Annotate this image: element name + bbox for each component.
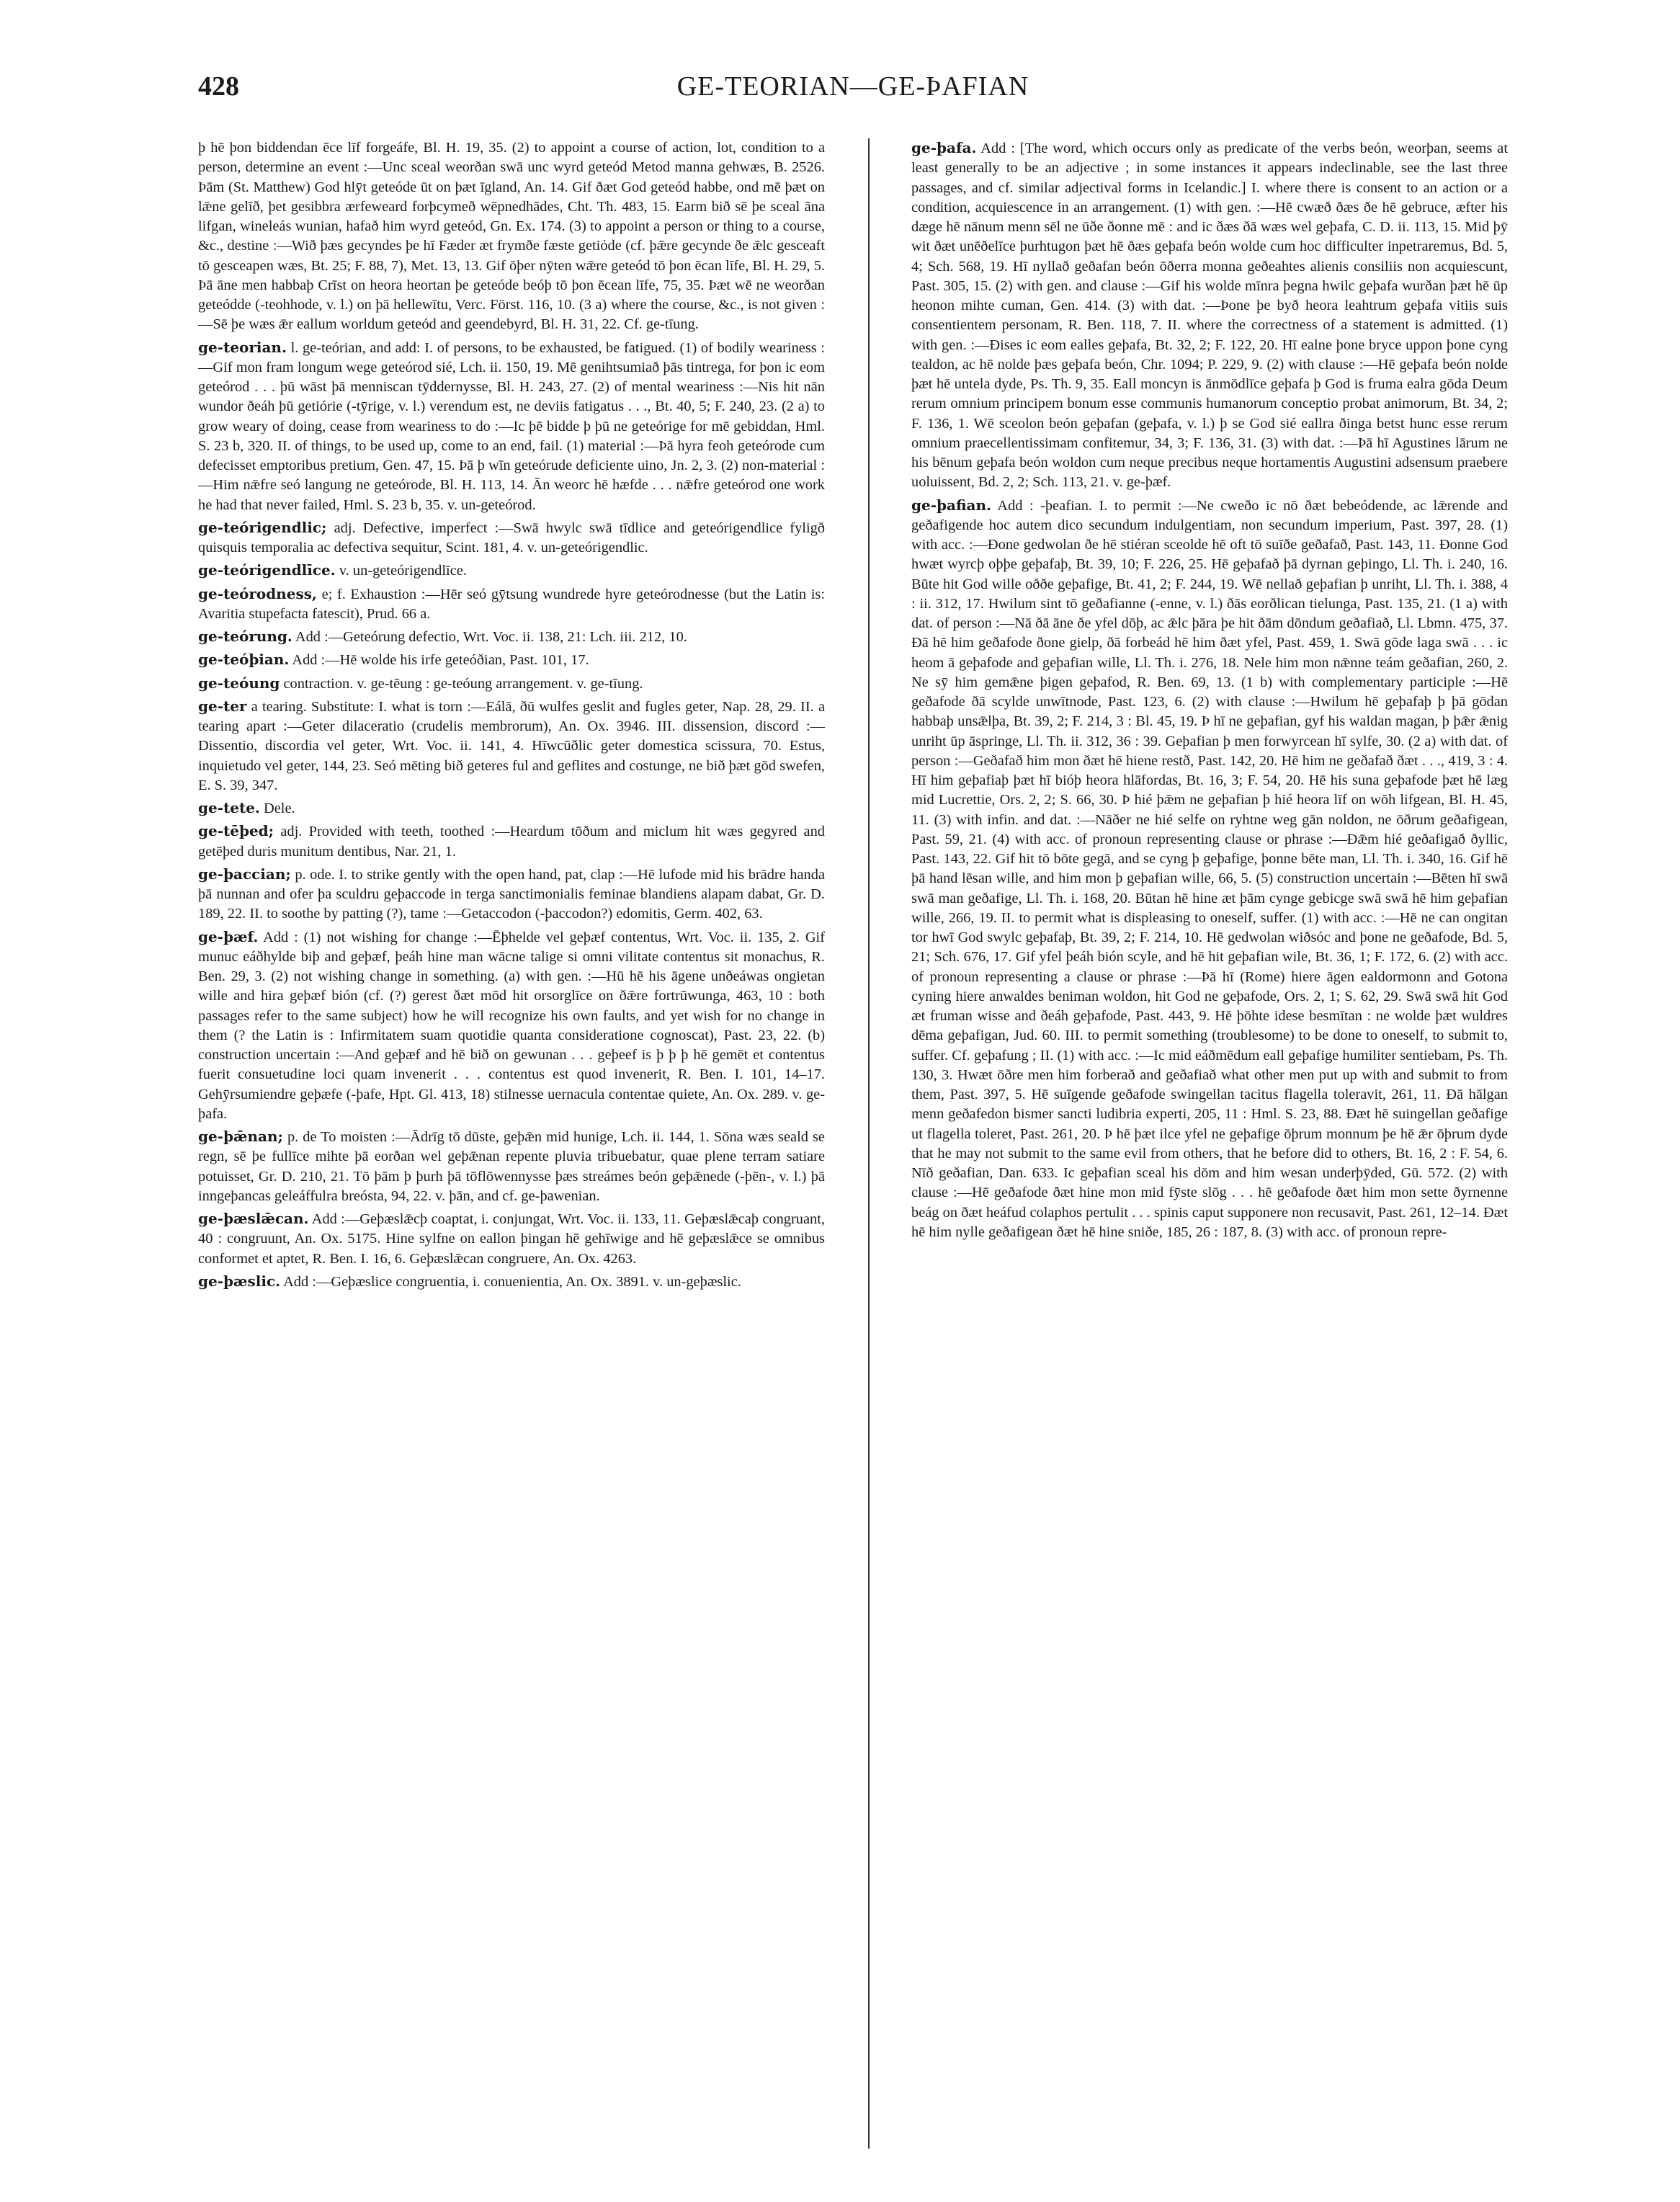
entry-headword: ge-teóþian. [198,651,290,669]
entry-headword: ge-teorian. [198,338,287,356]
running-head: GE-TEORIAN—GE-ÞAFIAN [676,71,1029,102]
entry-headword: ge-þafa. [911,139,977,156]
dictionary-entry [198,927,825,1125]
entry-text: Add :—Hē wolde his irfe geteóðian, Past. 101, 17. [292,652,589,669]
entry-headword: ge-ter [198,697,247,715]
entry-headword: ge-tēþed; [198,822,274,840]
left-column [198,138,825,2149]
entry-headword: ge-þæf. [198,927,259,945]
entry-text: contraction. v. ge-tēung : ge-teóung arrangement. v. ge-tīung. [283,675,643,692]
entry-headword: ge-þǣnan; [198,1128,283,1145]
entry-headword: ge-teóung [198,674,280,692]
dictionary-entry [198,561,825,581]
dictionary-entry [198,798,825,819]
right-column [911,138,1508,2149]
entry-headword: ge-teórigendlīce. [198,561,336,579]
entry-text: p. ode. I. to strike gently with the open hand, pat, clap :—Hē lufode mid his brādre handa þā nunnan and ofer þa sculdru geþaccode in terga sanctimonialis feminae blandiens alapam dabat, Gr. D. 189, 22. II. to soothe by patting (?), tame :—Getaccodon (-þaccodon?) edomitis, Germ. 402, 63. [198,866,825,922]
dictionary-entry [198,865,825,924]
dictionary-entry [198,697,825,795]
entry-text: þ hē þon biddendan ēce līf forgeáfe, Bl. H. 19, 35. (2) to appoint a course of action, lot, condition to a person, determine an event :—Unc sceal weorðan swā unc wyrd geteód Metod manna gehwæs, B. 2526. Þām (St. Matthew) God hlȳt geteóde ūt on þæt īgland, An. 14. Gif ðæt God geteód habbe, ond mē þæt on lǣne gelīð, þet gesibbra ærfeweard forþcymeð wēpnedhādes, Cht. Th. 483, 15. Earm bið sē þe sceal āna lifgan, wineleás wunian, hafað him wyrd geteód, Gn. Ex. 174. (3) to appoint a person or thing to a course, &c., destine :—Wið þæs gecyndes þe hī Fæder æt frymðe fæste getiόde (cf. þǣre gecynde ðe ǣlc gesceaft tō gesceapen wæs, Bt. 25; F. 88, 7), Met. 13, 13. Gif ōþer nȳten wǣre geteód tō þon ēcan līfe, Bl. H. 29, 5. Þā āne men habbaþ Crīst on heora heortan þe geteóde beóþ tō þon ēcean līfe, 75, 35. Þæt wē ne weorðan geteódde (-teohhode, v. l.) on þā hellewītu, Verc. Först. 116, 10. (3 a) where the course, &c., is not given :—Sē þe wæs ǣr eallum worldum geteód and geendebyrd, Bl. H. 31, 22. Cf. ge-tīung. [198,140,825,333]
entry-text: Add :—Geþæslǣcþ coaptat, i. conjungat, Wrt. Voc. ii. 133, 11. Geþæslǣcaþ congruant, 40 : congruunt, An. Ox. 5175. Hine sylfne on eallon þingan hē gehīwige and hē geþæslǣce se omnibus conformet et aptet, R. Ben. I. 16, 6. Geþæslǣcan congruere, An. Ox. 4263. [198,1211,825,1267]
dictionary-entry [198,518,825,558]
entry-headword: ge-tete. [198,799,260,816]
dictionary-entry [198,821,825,862]
entry-text: a tearing. Substitute: I. what is torn :—Eálā, ðū wulfes geslit and fugles geter, Nap. 28, 29. II. a tearing apart :—Geter dilaceratio (crudelis membrorum), An. Ox. 3946. III. dissension, discord :—Dissentio, discordia vel geter, Wrt. Voc. ii. 141, 4. Hīwcūðlic geter domestica scissura, 70. Estus, inquietudo vel geter, 144, 23. Seó mēting bið geteres ful and geflites and costunge, ne bið þæt gōd swefen, E. S. 39, 347. [198,698,825,793]
entry-text: adj. Provided with teeth, toothed :—Heardum tōðum and miclum hit wæs gegyred and getēþed duris munitum dentibus, Nar. 21, 1. [198,824,825,860]
entry-text: adj. Defective, imperfect :—Swā hwylc swā tīdlice and geteórigendlice fyligð quisquis temporalia ac defectiva sequitur, Scint. 181, 4. v. un-geteórigendlic. [198,520,825,556]
entry-text: Add : -þeafian. I. to permit :—Ne cweðo ic nō ðæt bebeódende, ac lǣrende and geðafigende hoc autem dico secundum indulgentiam, non secundum imperium, Past. 397, 28. (1) with acc. :—Ðone gedwolan ðe hē stiéran sceolde hē oft tō suīðe geðafað, Past. 143, 11. Ðonne God hwæt wyrcþ oþþe geþafaþ, Bt. 39, 10; F. 226, 25. Hē geþafað þā dyrnan geþingo, Ll. Th. i. 240, 16. Būte hit God wille oððe geþafige, Bt. 41, 2; F. 244, 19. Wē nellað geþafian þ unriht, Ll. Th. i. 388, 4 : ii. 312, 17. Hwilum sint tō geðafianne (-enne, v. l.) ðās eorðlican tielunga, Past. 135, 21. (1 a) with dat. of person :—Nā ðā āne ðe yfel dōþ, ac ǣlc þāra þe hit ðām dōndum geðafiað, Ll. Lbmn. 475, 37. Ðā hē him geðafode ðone gielp, ðā forbeád hē him ðæt yfel, Past. 459, 1. Swā gōde laga swā . . . ic heom ā geþafode and geþafian wille, Ll. Th. i. 276, 18. Nele him mon nǣnne teám geðafian, 260, 2. Ne sȳ him gemǣne þigen geþafod, R. Ben. 69, 13. (1 b) with complementary participle :—Hē geðafode ðā scylde unwītnode, Past. 123, 6. (2) with clause :—Hwilum hē geþafaþ þ þā gōdan habbaþ unsǣlþa, Bt. 39, 2; F. 214, 3 : Bl. 45, 19. Þ hī ne geþafian, gyf his waldan magan, þ þǣr ǣnig unriht ūp āspringe, Ll. Th. ii. 312, 36 : 39. Geþafian þ men forwyrcean hī sylfe, 30. (2 a) with dat. of person :—Geðafað him mon ðæt hē hiene restð, Past. 142, 20. Hē him ne geðafað ðæt . . ., 419, 3 : 4. Hī him geþafiaþ þæt hī bióþ heora hlāfordas, Bt. 16, 3; F. 54, 20. Hē his suna geþafode þæt hē læg mid Lucrettie, Ors. 2, 2; S. 66, 30. Þ hié þǣm ne geþafian þ hié heora līf on wōh lifgean, Bl. H. 45, 11. (3) with infin. and dat. :—Nāðer ne hié selfe on ryhtne weg gān noldon, ne ōðrum geðafigean, Past. 59, 21. (4) with acc. of pronoun representing clause or phrase :—Ðǣm hié geðafigað ðyllic, Past. 143, 22. Gif hit tō bōte gegā, and se cyng þ geþafige, þonne bēte man, Ll. Th. i. 340, 16. Gif hē þā hand lēsan wille, and him mon þ geþafian wille, 66, 5. (5) construction uncertain :—Bēten hī swā swā man geðafige, Ll. Th. i. 168, 20. Būtan hē hine æt þām cynge gebicge swā swā hē him geþafian wille, 266, 19. II. to permit what is displeasing to oneself, suffer. (1) with acc. :—Hē ne can ongitan tor hwī God swylc geþafaþ, Bt. 39, 2; F. 214, 10. Hē gedwolan wiðsóc and þone ne geðafode, Bd. 5, 21; Sch. 676, 17. Gif yfel þeáh bión scyle, and hē hit geþafian wile, Bt. 36, 1; F. 172, 6. (2) with acc. of pronoun representing a clause or phrase :—Þā hī (Rome) hiere āgen ealdormonn and Gotona cyning hiere anwaldes beniman woldon, hit God ne geþafode, Ors. 2, 1; S. 62, 29. Swā swā hit God æt fruman wisse and ðeáh geþafode, Past. 443, 9. Hē þōhte idese besmītan : ne wolde þæt wuldres dēma geþafigan, Jud. 60. III. to permit something (troublesome) to be done to oneself, to submit to, suffer. Cf. geþafung ; II. (1) with acc. :—Ic mid eáðmēdum eall geþafige humiliter sentiebam, Ps. Th. 130, 3. Hwæt ōðre men him forberað and geðafiað what other men put up with and submit to from them, Past. 397, 5. Hē suīgende geðafode swingellan tacitus flagella toleravit, 261, 11. Ðā hālgan menn geðafedon bismer sancti ludibria experti, 205, 11 : Hml. S. 23, 88. Ðæt hē suingellan geðafige ut flagella toleret, Past. 261, 20. Þ hē þæt ilce yfel ne geþafige ōþrum monnum þe hē ǣr ōþrum dyde that he may not submit to the same evil from others, that he before did to others, Bt. 16, 2 : F. 54, 6. Nīð geðafian, Dan. 633. Ic geþafian sceal his dōm and him wesan underþȳded, Gū. 572. (2) with clause :—Hē geðafode ðæt hine mon mid fȳste slōg . . . hē geðafode ðæt him mon sette ðyrnenne beág on ðæt heáfud colaphos pertulit . . . spinis caput supponere non recusavit, Past. 261, 12–14. Ðæt hē him nylle geðafigean ðæt hē hine sniðe, 185, 26 : 187, 8. (3) with acc. of pronoun repre- [911,497,1508,1240]
entry-text: Add : (1) not wishing for change :—Ēþhelde vel geþæf contentus, Wrt. Voc. ii. 135, 2. Gif munuc eáðhylde biþ and geþæf, þeáh hine man wācne talige si omni vilitate contentus sit monachus, R. Ben. 29, 3. (2) not wishing change in something. (a) with gen. :—Hū hē his āgene unðeáwas ongietan wille and hira geþæf bión (cf. (?) gerest ðæt mōd hit orsorglīce on ðǣre fortrūwunga, 463, 10 : both passages refer to the same subject) how he will recognize his own faults, and yet wish for no change in them (? the Latin is : Infirmitatem suam quotidie quanta consideratione cognoscat), Past. 23, 22. (b) construction uncertain :—And geþæf and hē bið on gewunan . . . geþeef is þ þ þ hē gemēt et contentus fuerit consuetudine loci quam invenerit . . . contentus est quod invenerit, R. Ben. I. 101, 14–17. Gehȳrsumiendre geþæfe (-þafe, Hpt. Gl. 413, 18) stilnesse uernacula contentae quiete, An. Ox. 289. v. ge-þafa. [198,929,825,1122]
entry-headword: ge-þæslic. [198,1272,281,1290]
entry-headword: ge-þafian. [911,496,991,514]
column-divider [868,138,870,2149]
entry-text: Add : [The word, which occurs only as predicate of the verbs beón, weorþan, seems at least generally to be an adjective ; in some instances it appears indeclinable, see the last three passages, and cf. similar adjectival forms in Icelandic.] I. where there is consent to an action or a condition, acquiescence in an arrangement. (1) with gen. :—Hē cwæð ðæs ðe hē gebruce, æfter his dæge hē nānum menn sēl ne ūðe ðonne mē : and ic ðæs ðā wæs wel geþafa, C. D. ii. 113, 15. Mid þȳ wit ðæt unēðelīce þurhtugon þæt hē ðæs geþafa beón wolde cum hoc difficulter inpetraremus, Bd. 5, 4; Sch. 568, 19. Hī nyllað geðafan beón ōðerra monna geðeahtes alienis consiliis non acquiescunt, Past. 305, 15. (2) with gen. and clause :—Gif his wolde mīnra þegna hwilc geþafa wurðan þæt hē ūp heonon mihte cuman, Gen. 414. (3) with dat. :—Þone þe byð heora leahtrum geþafa vitiis suis consentientem personam, R. Ben. 118, 7. II. where the correctness of a statement is admitted. (1) with gen. :—Ðises ic eom ealles geþafa, Bt. 32, 2; F. 122, 20. Hī ealne þone bryce uppon þone cyng tealdon, ac hē nolde þæs geþafa beón, Chr. 1094; P. 229, 9. (2) with clause :—Hē geþafa beón nolde þæt hē untela dyde, Ps. Th. 9, 35. Eall moncyn is ānmōdlīce geþafa þ God is fruma ealra gōda Deum rerum omnium principem bonum esse communis humanorum conceptio probat animorum, Bt. 34, 2; F. 136, 1. Wē sceolon beón geþafan (geþafa, v. l.) þ se God sié eallra ðinga betst hunc esse rerum omnium praecellentissimam confitemur, 34, 3; F. 136, 31. (3) with dat. :—Þā hī Agustines lārum ne his bēnum geþafa beón woldon cum neque precibus neque hortamentis Augustini adsensum praebere uoluissent, Bd. 2, 2; Sch. 113, 21. v. ge-þæf. [911,141,1508,491]
entry-text: p. de To moisten :—Ādrīg tō dūste, geþǣn mid hunige, Lch. ii. 144, 1. Sōna wæs seald se regn, sē þe fullīce mihte þā eorðan wel geþǣnan repente pluvia tribuebatur, quae plene terram satiare potuisset, Gr. D. 210, 21. Tō þām þ þurh þā tōflōwennysse þæs streámes beón geþǣnede (-þēn-, v. l.) þā inngeþancas geleáffulra breósta, 94, 22. v. þān, and cf. ge-þawenian. [198,1129,825,1204]
entry-headword: ge-þaccian; [198,865,291,883]
dictionary-entry [198,1127,825,1206]
entry-text: Dele. [264,801,295,816]
entry-text: l. ge-teórian, and add: I. of persons, to be exhausted, be fatigued. (1) of bodily weariness :—Gif mon fram longum wege geteórod sié, Lch. ii. 150, 19. Mē genihtsumiað þās tintrega, for þon ic eom geteórod . . . þū wāst þā menniscan tȳddernysse, Bl. H. 243, 27. (2) of mental weariness :—Nis hit nān wundor ðeáh þū getiórie (-tȳrige, v. l.) verendum est, ne deviis fatigatus . . ., Bt. 40, 5; F. 240, 23. (2 a) to grow weary of doing, cease from weariness to do :—Ic þē bidde þ þū ne geteórige for mē gebiddan, Hml. S. 23 b, 320. II. of things, to be used up, come to an end, fail. (1) material :—Þā hyra feoh geteórode cum defecisset emptoribus pretium, Gen. 47, 15. Þā þ wīn geteórude deficiente uino, Jn. 2, 3. (2) non-material :—Him nǣfre seó langung ne geteórode, Bl. H. 113, 14. Ān weorc hē hæfde . . . nǣfre geteórod one work he had that never failed, Hml. S. 23 b, 35. v. un-geteórod. [198,339,825,513]
dictionary-entry [198,1272,825,1292]
entry-headword: ge-teórodness, [198,584,317,602]
page-number: 428 [198,71,239,102]
entry-headword: ge-teórigendlic; [198,518,327,536]
entry-headword: ge-teórung. [198,628,292,645]
entry-text: e; f. Exhaustion :—Hēr seó gȳtsung wundrede hyre geteórodnesse (but the Latin is: Avaritia stupefacta fatescit), Prud. 66 a. [198,586,825,622]
entry-text: Add :—Geteórung defectio, Wrt. Voc. ii. 138, 21: Lch. iii. 212, 10. [295,629,687,645]
dictionary-entry [198,674,825,694]
dictionary-entry [198,138,825,335]
dictionary-entry [198,627,825,647]
dictionary-entry [198,650,825,670]
dictionary-entry [911,496,1508,1243]
dictionary-entry [198,1209,825,1269]
page-header [198,71,1508,121]
entry-text: Add :—Geþæslice congruentia, i. conuenientia, An. Ox. 3891. v. un-geþæslic. [283,1273,741,1290]
entry-text: v. un-geteórigendlīce. [339,563,467,579]
dictionary-entry [911,138,1508,493]
entry-headword: ge-þæslǣcan. [198,1210,309,1227]
dictionary-entry [198,338,825,515]
dictionary-entry [198,584,825,625]
